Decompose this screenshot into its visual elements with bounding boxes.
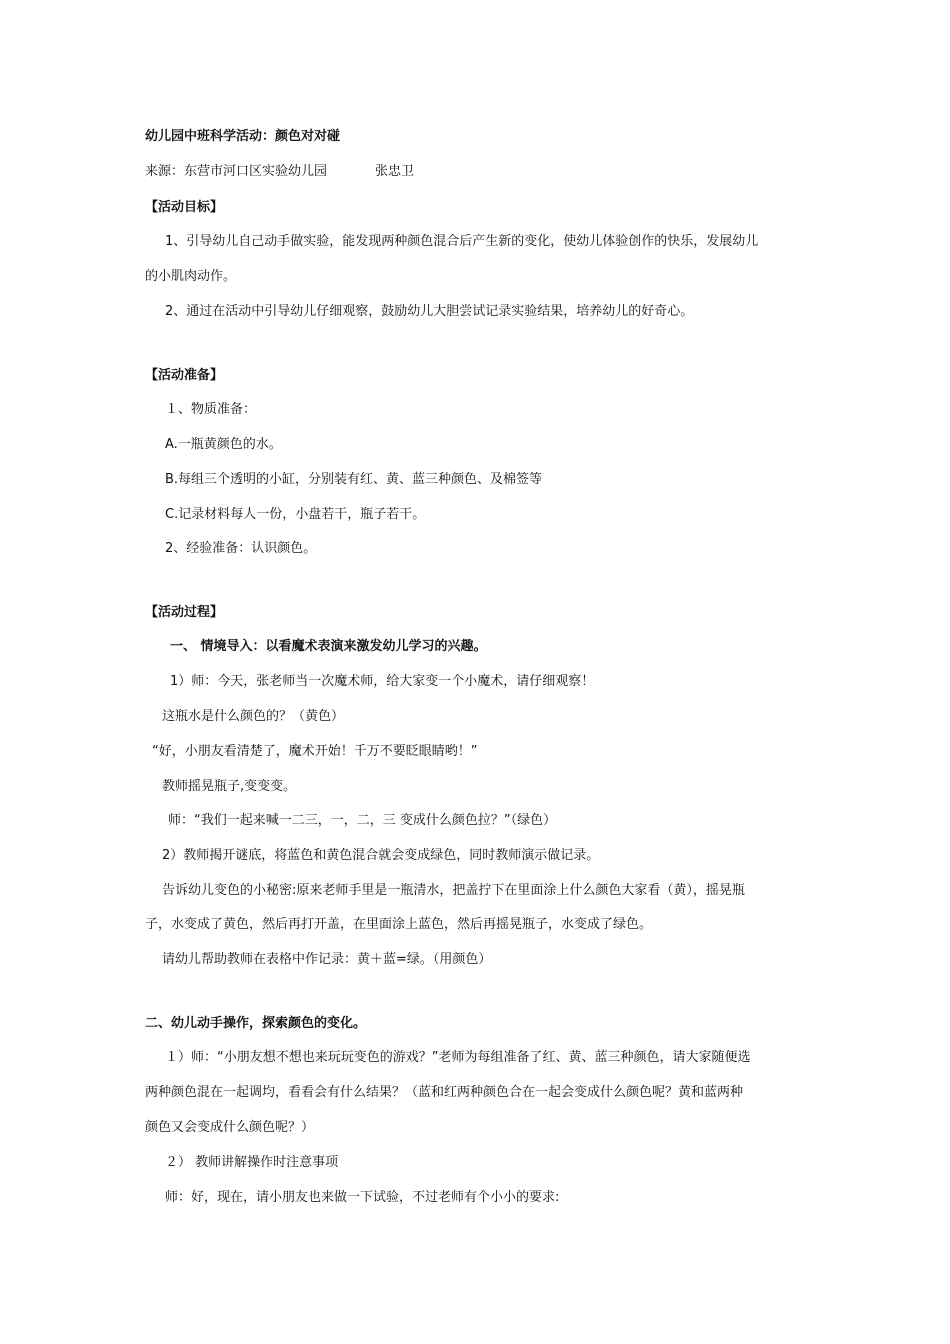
process-1-step-4: 教师摇晃瓶子,变变变。 [162, 779, 297, 794]
doc-title: 幼儿园中班科学活动：颜色对对碰 [145, 129, 341, 144]
process-1-step-7-line-1: 告诉幼儿变色的小秘密:原来老师手里是一瓶清水，把盖拧下在里面涂上什么颜色大家看（黄），摇晃瓶 [162, 883, 745, 898]
prep-material: １、物质准备： [165, 402, 257, 417]
source-author: 张忠卫 [375, 164, 415, 179]
process-2-step-3: 师：好，现在，请小朋友也来做一下试验，不过老师有个小小的要求: [165, 1190, 560, 1205]
prep-item-a: A.一瓶黄颜色的水。 [165, 437, 282, 452]
goal-1-line-1: 1、引导幼儿自己动手做实验，能发现两种颜色混合后产生新的变化，使幼儿体验创作的快乐，发展幼儿 [165, 234, 759, 249]
source-line [145, 163, 414, 181]
process-1-step-2: 这瓶水是什么颜色的？（黄色） [162, 709, 345, 724]
process-1-step-8: 请幼儿帮助教师在表格中作记录：黄＋蓝=绿。（用颜色） [162, 952, 492, 967]
process-1-step-7-line-2: 子，水变成了黄色，然后再打开盖，在里面涂上蓝色，然后再摇晃瓶子，水变成了绿色。 [145, 917, 653, 932]
process-heading: 【活动过程】 [145, 605, 224, 620]
prep-heading: 【活动准备】 [145, 368, 224, 383]
process-part-2: 二、幼儿动手操作，探索颜色的变化。 [145, 1016, 367, 1031]
prep-item-b: B.每组三个透明的小缸，分别装有红、黄、蓝三种颜色、及棉签等 [165, 472, 543, 487]
prep-experience: 2、经验准备：认识颜色。 [165, 541, 317, 556]
process-2-step-2: ２） 教师讲解操作时注意事项 [165, 1155, 339, 1170]
process-2-step-1-line-2: 两种颜色混在一起调均，看看会有什么结果？（蓝和红两种颜色合在一起会变成什么颜色呢？黄和蓝两种 [145, 1085, 744, 1100]
goals-heading: 【活动目标】 [145, 200, 224, 215]
process-1-step-3: “好，小朋友看清楚了，魔术开始！千万不要眨眼睛哟！” [152, 744, 478, 759]
process-1-step-1: 1）师：今天，张老师当一次魔术师，给大家变一个小魔术，请仔细观察！ [170, 674, 595, 689]
process-2-step-1-line-1: １）师：“小朋友想不想也来玩玩变色的游戏？”老师为每组准备了红、黄、蓝三种颜色，请大家随便选 [165, 1050, 751, 1065]
process-1-step-6: 2）教师揭开谜底，将蓝色和黄色混合就会变成绿色，同时教师演示做记录。 [162, 848, 600, 863]
process-part-1: 一、 情境导入：以看魔术表演来激发幼儿学习的兴趣。 [170, 639, 487, 654]
source-label: 来源：东营市河口区实验幼儿园 [145, 164, 328, 179]
goal-2: 2、通过在活动中引导幼儿仔细观察，鼓励幼儿大胆尝试记录实验结果，培养幼儿的好奇心。 [165, 304, 694, 319]
prep-item-c: C.记录材料每人一份，小盘若干，瓶子若干。 [165, 507, 426, 522]
process-1-step-5: 师：“我们一起来喊一二三，一，二，三 变成什么颜色拉？”（绿色） [168, 813, 557, 828]
goal-1-line-2: 的小肌肉动作。 [145, 269, 237, 284]
process-2-step-1-line-3: 颜色又会变成什么颜色呢？） [145, 1120, 315, 1135]
